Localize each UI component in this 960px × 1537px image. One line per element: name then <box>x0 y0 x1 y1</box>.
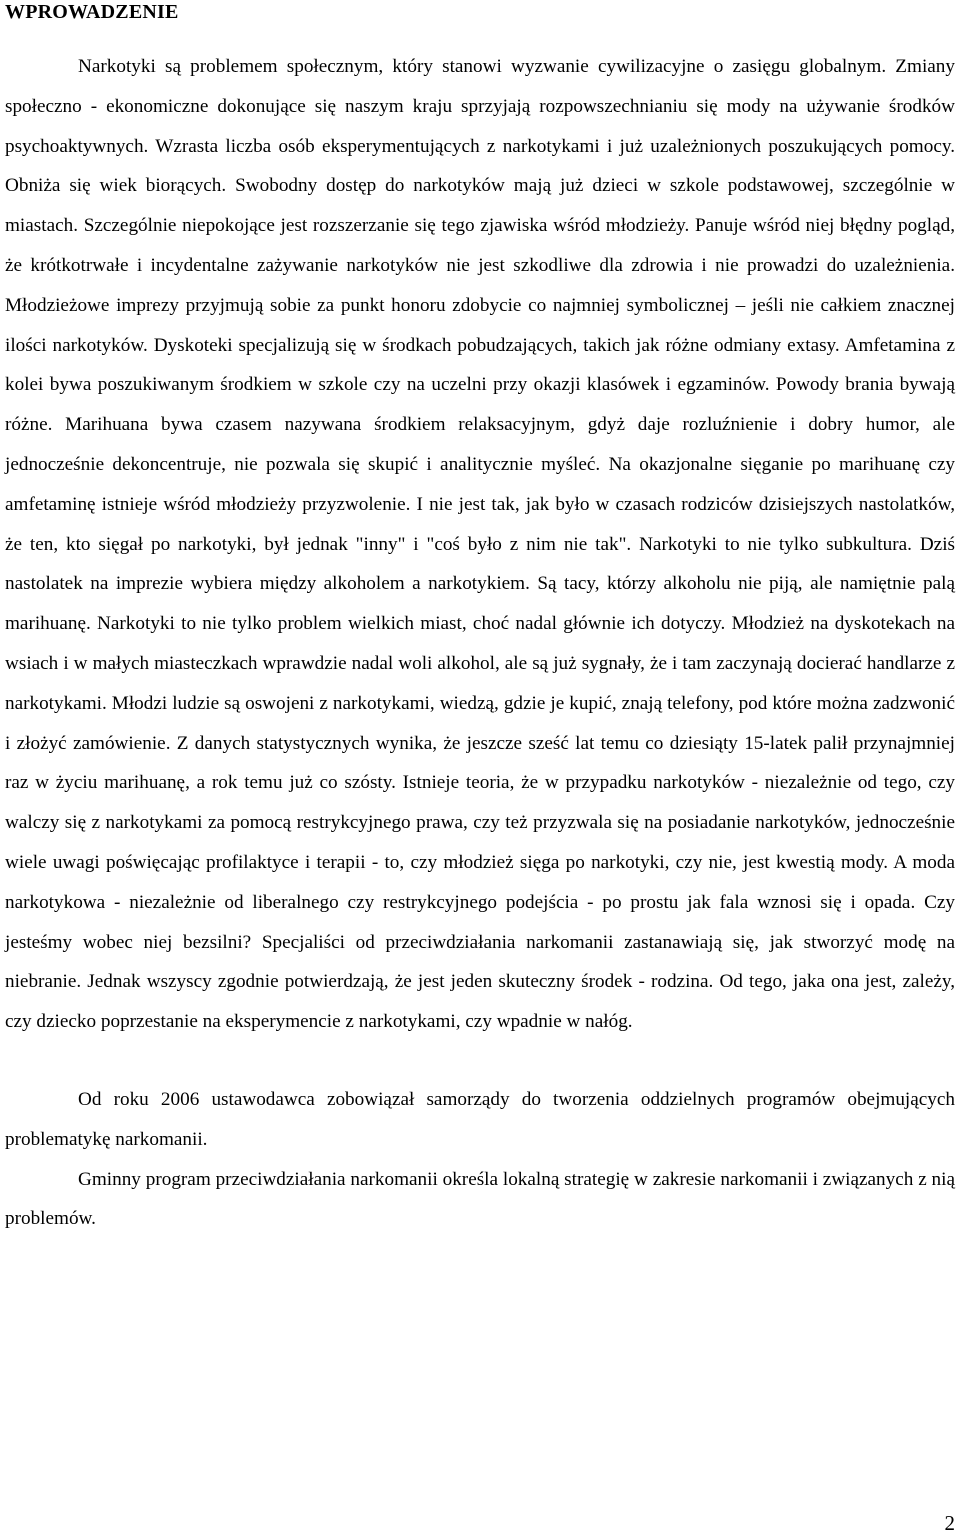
section-heading: WPROWADZENIE <box>5 1 179 23</box>
document-page <box>5 0 955 1239</box>
paragraph-program: Gminny program przeciwdziałania narkomanii określa lokalną strategię w zakresie narkomanii i związanych z nią problemów. <box>5 1168 955 1230</box>
paragraph-intro: Narkotyki są problemem społecznym, który stanowi wyzwanie cywilizacyjne o zasięgu globalnym. Zmiany społeczno - ekonomiczne dokonujące się naszym kraju sprzyjają rozpowszechnianiu się mody na używanie środków psychoaktywnych. Wzrasta liczba osób eksperymentujących z narkotykami i już uzależnionych poszukujących pomocy. Obniża się wiek biorących. Swobodny dostęp do narkotyków mają już dzieci w szkole podstawowej, szczególnie w miastach. Szczególnie niepokojące jest rozszerzanie się tego zjawiska wśród młodzieży. Panuje wśród niej błędny pogląd, że krótkotrwałe i incydentalne zażywanie narkotyków nie jest szkodliwe dla zdrowia i nie prowadzi do uzależnienia. Młodzieżowe imprezy przyjmują sobie za punkt honoru zdobycie co najmniej symbolicznej – jeśli nie całkiem znacznej ilości narkotyków. Dyskoteki specjalizują się w środkach pobudzających, takich jak różne odmiany extasy. Amfetamina z kolei bywa poszukiwanym środkiem w szkole czy na uczelni przy okazji klasówek i egzaminów. Powody brania bywają różne. Marihuana bywa czasem nazywana środkiem relaksacyjnym, gdyż daje rozluźnienie i dobry humor, ale jednocześnie dekoncentruje, nie pozwala się skupić i analitycznie myśleć. Na okazjonalne sięganie po marihuanę czy amfetaminę istnieje wśród młodzieży przyzwolenie. I nie jest tak, jak było w czasach rodziców dzisiejszych nastolatków, że ten, kto sięgał po narkotyki, był jednak "inny" i "coś było z nim nie tak". Narkotyki to nie tylko subkultura. Dziś nastolatek na imprezie wybiera między alkoholem a narkotykiem. Są tacy, którzy alkoholu nie piją, ale namiętnie palą marihuanę. Narkotyki to nie tylko problem wielkich miast, choć nadal głównie ich dotyczy. Młodzież na dyskotekach na wsiach i w małych miasteczkach wprawdzie nadal woli alkohol, ale są już sygnały, że i tam zaczynają docierać handlarze z narkotykami. Młodzi ludzie są oswojeni z narkotykami, wiedzą, gdzie je kupić, znają telefony, pod które można zadzwonić i złożyć zamówienie. Z danych statystycznych wynika, że jeszcze sześć lat temu co dziesiąty 15-latek palił przynajmniej raz w życiu marihuanę, a rok temu już co szósty. Istnieje teoria, że w przypadku narkotyków - niezależnie od tego, czy walczy się z narkotykami za pomocą restrykcyjnego prawa, czy też przyzwala się na posiadanie narkotyków, jednocześnie wiele uwagi poświęcając profilaktyce i terapii - to, czy młodzież sięga po narkotyki, czy nie, jest kwestią mody. A moda narkotykowa - niezależnie od liberalnego czy restrykcyjnego podejścia - po prostu jak fala wznosi się i opada. Czy jesteśmy wobec niej bezsilni? Specjaliści od przeciwdziałania narkomanii zastanawiają się, jak stworzyć modę na niebranie. Jednak wszyscy zgodnie potwierdzają, że jest jeden skuteczny środek - rodzina. Od tego, jaka ona jest, zależy, czy dziecko poprzestanie na eksperymencie z narkotykami, czy wpadnie w nałóg. <box>5 56 955 1033</box>
paragraph-law: Od roku 2006 ustawodawca zobowiązał samorządy do tworzenia oddzielnych programów obejmujących problematykę narkomanii. <box>5 1088 955 1150</box>
page-number: 2 <box>944 1511 955 1535</box>
